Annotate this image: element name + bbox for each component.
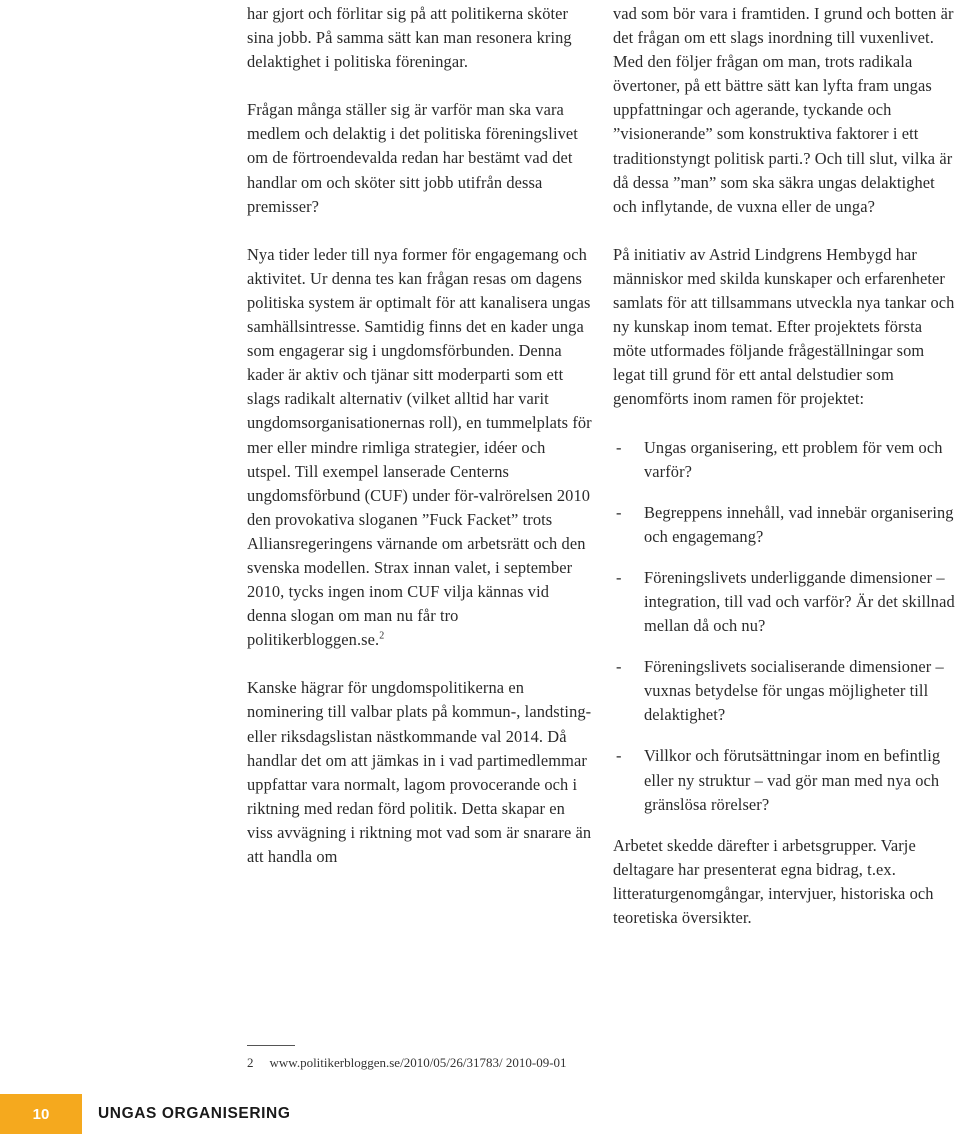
paragraph: har gjort och förlitar sig på att politikerna sköter sina jobb. På samma sätt kan man resonera kring delaktighet i politiska föreningar.	[247, 4, 572, 72]
footnote-reference[interactable]: 2	[379, 630, 385, 642]
list-item: - Föreningslivets underliggande dimensioner – integration, till vad och varför? Är det skillnad mellan då och nu?	[613, 566, 958, 638]
left-column	[247, 2, 592, 869]
paragraph	[247, 243, 592, 653]
list-item: - Villkor och förutsättningar inom en befintlig eller ny struktur – vad gör man med nya och gränslösa rörelser?	[613, 744, 958, 816]
page-number-badge	[0, 1094, 82, 1134]
list-item: - Föreningslivets socialiserande dimensioner – vuxnas betydelse för ungas möjligheter till delaktighet?	[613, 655, 958, 727]
right-column	[613, 2, 958, 930]
list-item: - Ungas organisering, ett problem för vem och varför?	[613, 436, 958, 484]
list-item: - Begreppens innehåll, vad innebär organisering och engagemang?	[613, 501, 958, 549]
footnote-divider	[247, 1045, 295, 1046]
footnote-number: 2	[247, 1055, 254, 1070]
question-list	[613, 436, 958, 817]
page-number: 10	[32, 1105, 50, 1123]
paragraph-text: Nya tider leder till nya former för engagemang och aktivitet. Ur denna tes kan frågan resas om dagens politiska system är optimalt för att kanalisera ungas samhällsintresse. Samtidig finns det en kader unga som engagerar sig i ungdomsförbunden. Denna kader är aktiv och tjänar sitt moderparti som ett slags radikalt alternativ (vilket alltid har varit ungdomsorganisationernas roll), en tummelplats för mer eller mindre rimliga strategier, idéer och utspel. Till exempel lanserade Centerns ungdomsförbund (CUF) under för-valrörelsen 2010 den provokativa sloganen ”Fuck Facket” trots Alliansregeringens värnande om arbetsrätt och den svenska modellen. Strax innan valet, i september 2010, tycks ingen inom CUF vilja kännas vid denna slogan om man nu får tro politikerbloggen.se.	[247, 244, 592, 650]
footnote	[247, 1054, 577, 1072]
paragraph: På initiativ av Astrid Lindgrens Hembygd har människor med skilda kunskaper och erfarenheter samlats för att tillsammans utveckla nya tankar och ny kunskap inom temat. Efter projektets första möte utformades följande frågeställningar som legat till grund för ett antal delstudier som genomförts inom ramen för projektet:	[613, 244, 955, 409]
paragraph: vad som bör vara i framtiden. I grund och botten är det frågan om ett slags inordning till vuxenlivet. Med den följer frågan om man, trots radikala övertoner, på ett bättre sätt kan lyfta fram ungas uppfattningar och agerande, tyckande och ”visionerande” som konstruktiva faktorer i ett traditionstyngt politisk parti.? Och till slut, vilka är då dessa ”man” som ska säkra ungas delaktighet och inflytande, de vuxna eller de unga?	[613, 4, 954, 216]
paragraph: Kanske hägrar för ungdomspolitikerna en nominering till valbar plats på kommun-, landsting- eller riksdagslistan nästkommande val 2014. Då handlar det om att jämkas in i vad partimedlemmar uppfattar vara normalt, lagom provocerande och i riktning med redan förd politik. Detta skapar en viss avvägning i riktning mot vad som är snarare än att handla om	[247, 678, 592, 866]
paragraph: Frågan många ställer sig är varför man ska vara medlem och delaktig i det politiska föreningslivet om de förtroendevalda redan har bestämt vad det handlar om och sköter sitt jobb utifrån dessa premisser?	[247, 100, 578, 216]
paragraph: Arbetet skedde därefter i arbetsgrupper. Varje deltagare har presenterat egna bidrag, t.ex. litteraturgenomgångar, intervjuer, historiska och teoretiska översikter.	[613, 835, 934, 927]
footnote-link[interactable]: www.politikerbloggen.se/2010/05/26/31783/ 2010-09-01	[269, 1055, 567, 1070]
running-title: UNGAS ORGANISERING	[98, 1105, 291, 1122]
